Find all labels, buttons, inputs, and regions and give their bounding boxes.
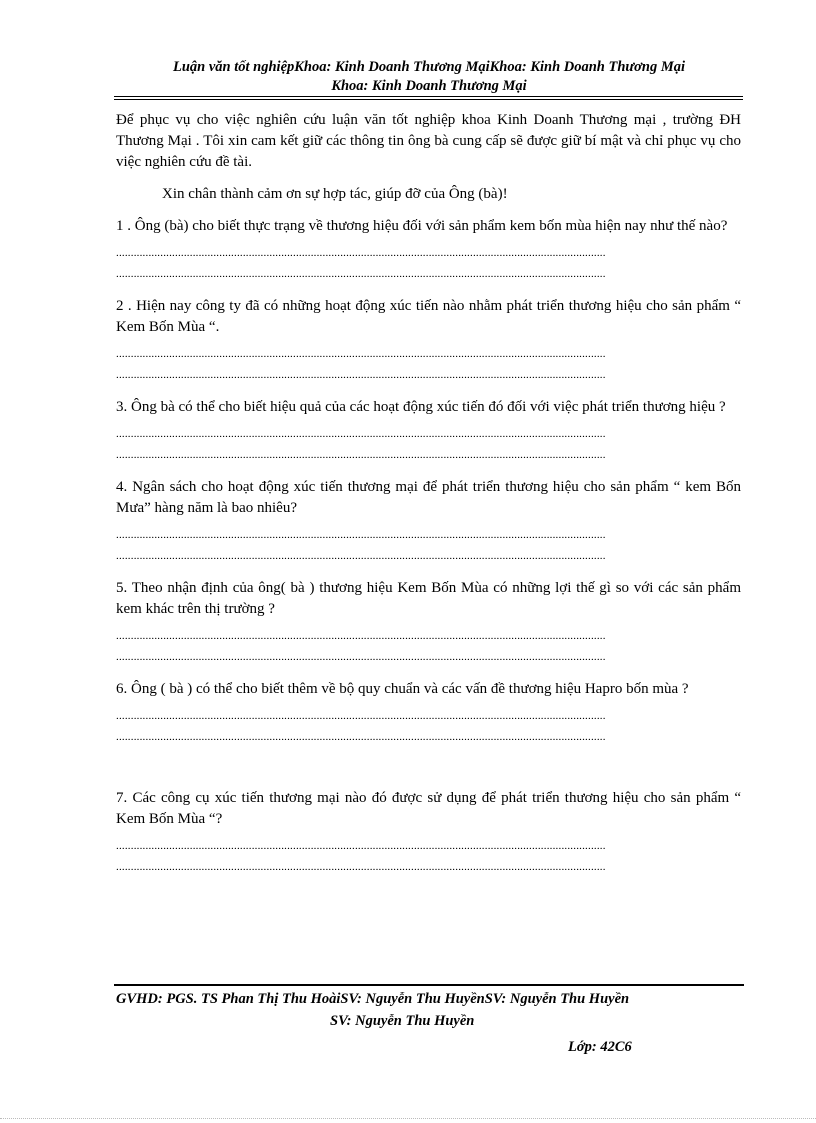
question-block-1 [116,216,741,285]
question-block-7 [116,788,741,878]
answer-line: ...................................................................................................................................................................... [116,348,606,360]
answer-line: ...................................................................................................................................................................... [116,550,606,562]
answer-line: ...................................................................................................................................................................... [116,247,606,259]
question-text: 2 . Hiện nay công ty đã có những hoạt động xúc tiến nào nhằm phát triển thương hiệu cho sản phẩm “ Kem Bốn Mùa “. [116,298,741,335]
intro-paragraph: Để phục vụ cho việc nghiên cứu luận văn tốt nghiệp khoa Kinh Doanh Thương mại , trường ĐH Thương Mại . Tôi xin cam kết giữ các thông tin ông bà cung cấp sẽ được giữ bí mật và chỉ phục vụ cho việc nghiên cứu đề tài. [116,112,741,170]
answer-area[interactable] [116,525,741,567]
answer-area[interactable] [116,626,741,668]
footer-class-label: Lớp: 42C6 [568,1039,632,1055]
question-text: 1 . Ông (bà) cho biết thực trạng về thương hiệu đối với sản phẩm kem bốn mùa hiện nay như thế nào? [116,218,728,234]
page-header [116,58,742,96]
answer-line: ...................................................................................................................................................................... [116,428,606,440]
thanks-line: Xin chân thành cảm ơn sự hợp tác, giúp đỡ của Ông (bà)! [162,186,508,202]
footer-line-1: GVHD: PGS. TS Phan Thị Thu HoàiSV: Nguyễn Thu HuyềnSV: Nguyễn Thu Huyền [116,991,630,1007]
answer-line: ...................................................................................................................................................................... [116,840,606,852]
footer-line-2: SV: Nguyễn Thu Huyền [330,1013,475,1029]
question-text: 3. Ông bà có thể cho biết hiệu quả của các hoạt động xúc tiến đó đối với việc phát triển thương hiệu ? [116,399,726,415]
question-text: 4. Ngân sách cho hoạt động xúc tiến thương mại để phát triển thương hiệu cho sản phẩm “ kem Bốn Mưa” hàng năm là bao nhiêu? [116,479,741,516]
answer-line: ...................................................................................................................................................................... [116,731,606,743]
answer-line: ...................................................................................................................................................................... [116,449,606,461]
question-block-6 [116,679,741,748]
answer-line: ...................................................................................................................................................................... [116,710,606,722]
question-block-2 [116,296,741,386]
answer-line: ...................................................................................................................................................................... [116,651,606,663]
question-block-4 [116,477,741,567]
answer-line: ...................................................................................................................................................................... [116,268,606,280]
answer-line: ...................................................................................................................................................................... [116,529,606,541]
question-block-5 [116,578,741,668]
header-line-2: Khoa: Kinh Doanh Thương Mại [331,78,527,94]
answer-line: ...................................................................................................................................................................... [116,630,606,642]
answer-area[interactable] [116,706,741,748]
footer-divider [114,984,744,986]
answer-area[interactable] [116,243,741,285]
header-divider [114,96,743,100]
answer-area[interactable] [116,424,741,466]
answer-line: ...................................................................................................................................................................... [116,369,606,381]
answer-line: ...................................................................................................................................................................... [116,861,606,873]
answer-area[interactable] [116,836,741,878]
question-text: 7. Các công cụ xúc tiến thương mại nào đó được sử dụng để phát triển thương hiệu cho sản phẩm “ Kem Bốn Mùa “? [116,790,741,827]
questionnaire-body [116,110,741,878]
answer-area[interactable] [116,344,741,386]
question-text: 5. Theo nhận định của ông( bà ) thương hiệu Kem Bốn Mùa có những lợi thế gì so với các sản phẩm kem khác trên thị trường ? [116,580,741,617]
page-footer [116,988,746,1058]
page-bottom-border [0,1118,816,1119]
question-block-3 [116,397,741,466]
question-text: 6. Ông ( bà ) có thể cho biết thêm về bộ quy chuẩn và các vấn đề thương hiệu Hapro bốn mùa ? [116,681,689,697]
header-line-1: Luận văn tốt nghiệpKhoa: Kinh Doanh Thương MạiKhoa: Kinh Doanh Thương Mại [173,59,685,75]
